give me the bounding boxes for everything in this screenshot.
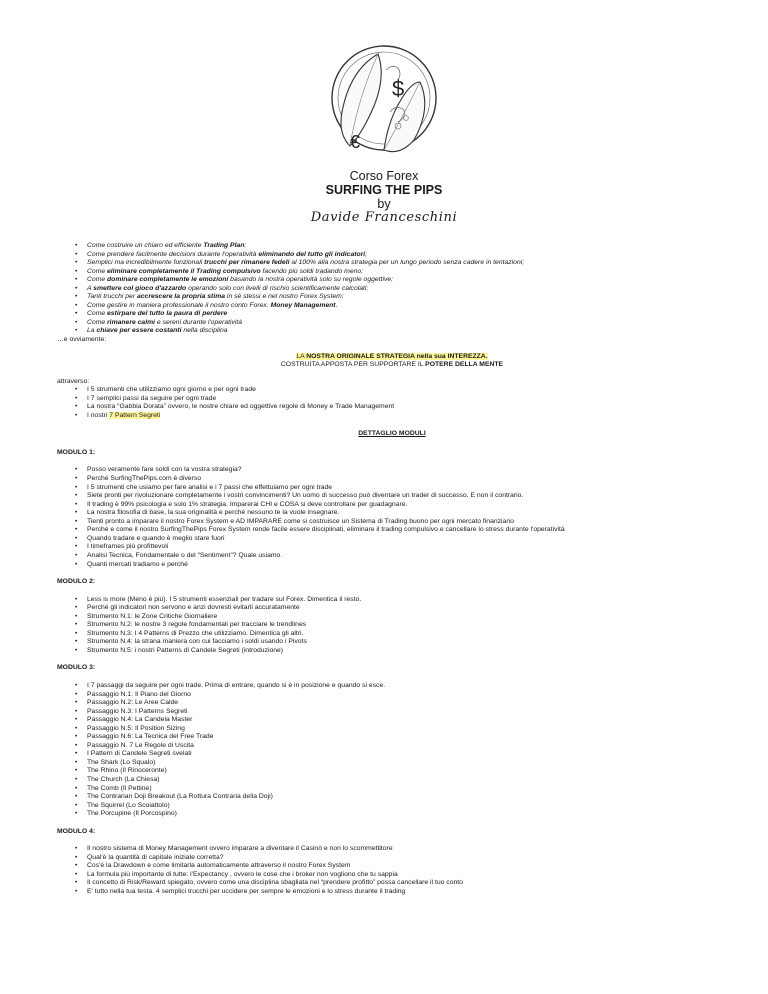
list-item: • Il concetto di Risk/Reward spiegato, ovvero come una disciplina sbagliata nel “prendere profitto” possa cancellare il tuo conto [72,879,712,888]
list-item: • Qual'è la quantità di capitale iniziale corretta? [72,854,712,863]
module-title: MODULO 4: [57,827,96,835]
list-item: • Perché SurfingThePips.com è diverso [72,475,712,484]
list-item: • Come gestire in maniera professionale il nostro conto Forex. Money Management. [72,302,712,311]
module-title: MODULO 1: [57,448,96,456]
list-item: • The Church (La Chiesa) [72,776,712,785]
list-item: • La chiave per essere costanti nella disciplina [72,327,712,336]
logo-graphic [328,42,440,164]
list-item: • Perché e come il nostro SurfingThePips Forex System rende facile essere disciplinati, eliminare il trading compulsivo e cancellare lo stress durante l'operatività [72,526,712,535]
list-item: • Less is more (Meno è più). I 5 strumenti essenziali per tradare sul Forex. Dimentica il resto. [72,596,712,605]
module-3-list [72,682,712,819]
list-item: • The Comb (Il Pettine) [72,785,712,794]
module-title: MODULO 2: [57,578,96,586]
title-line-1: Corso Forex [349,169,419,183]
list-item: • I Pattern di Candele Segreti svelati [72,750,712,759]
list-item: • Quanti mercati tradiamo e perché [72,561,712,570]
surfing-the-pips-logo [328,42,440,164]
list-item: • I 5 strumenti che utilizziamo ogni giorno e per ogni trade [72,386,712,395]
list-item: • I 5 strumenti che usiamo per fare analisi e i 7 passi che effettuiamo per ogni trade [72,484,712,493]
list-item: • Come eliminare completamente il Trading compulsivo facendo più soldi tradando meno; [72,268,712,277]
title-line-3: by [377,197,391,211]
detail-heading: DETTAGLIO MODULI [358,430,426,438]
list-item: • Strumento N.3: I 4 Patterns di Prezzo che utilizziamo. Dimentica gli altri. [72,630,712,639]
module-2-list [72,596,712,656]
list-item: • The Rhino (Il Rinoceronte) [72,767,712,776]
document-body [57,242,712,897]
list-item: • Come costruire un chiaro ed efficiente Trading Plan; [72,242,712,251]
list-item: • Il trading è 99% psicologia e solo 1% strategia. Imparerai CHI e COSA si deve controllare per guadagnare. [72,501,712,510]
list-item: • Passaggio N.6: La Tecnica del Free Trade [72,733,712,742]
list-item: • Cos'è la Drawdown e come limitarla automaticamente attraverso il nostro Forex System [72,862,712,871]
strategy-subheading: COSTRUITA APPOSTA PER SUPPORTARE IL POTERE DELLA MENTE [280,361,504,369]
list-item: • Strumento N.1: le Zone Critiche Giornaliere [72,613,712,622]
list-item: • La nostra filosofia di base, la sua originalità e perché nessuno te la vuole insegnare. [72,509,712,518]
euro-symbol: € [350,132,361,152]
list-item: • A smettere col gioco d'azzardo operando solo con livelli di rischio scientificamente calcolati; [72,285,712,294]
list-item: • Perché gli indicatori non servono e anzi dovresti evitarli accuratamente [72,604,712,613]
list-item: • I nostri 7 Pattern Segreti [72,412,712,421]
list-item: • Come estirpare del tutto la paura di perdere [72,310,712,319]
intro-tail: …e ovviamente: [57,336,107,344]
list-item: • La formula più importante di tutte: l'Expectancy , ovvero le cose che i broker non vogliono che tu sappia [72,871,712,880]
list-item: • Strumento N.5: i nostri Patterns di Candele Segreti (introduzione) [72,647,712,656]
list-item: • La nostra “Gabbia Dorata” ovvero, le nostre chiare ed oggettive regole di Money e Trade Management [72,403,712,412]
strategy-heading: LA NOSTRA ORIGINALE STRATEGIA nella sua INTEREZZA. [296,352,488,360]
intro-list [72,242,712,336]
module-title: MODULO 3: [57,664,96,672]
dollar-symbol: $ [392,76,405,101]
list-item: • Passaggio N.4: La Candela Master [72,716,712,725]
list-item: • Posso veramente fare soldi con la vostra strategia? [72,466,712,475]
list-item: • Il nostro sistema di Money Management ovvero imparare a diventare il Casinò e non lo scommettitore [72,845,712,854]
list-item: • I 7 passaggi da seguire per ogni trade. Prima di entrare, quando si è in posizione e quando si esce. [72,682,712,691]
list-item: • Come dominare completamente le emozioni basando la nostra operatività solo su regole oggettive; [72,276,712,285]
list-item: • Tienti pronto a imparare il nostro Forex System e AD IMPARARE come si costruisce un Sistema di Trading buono per ogni mercato finanziario [72,518,712,527]
list-item: • The Shark (Lo Squalo) [72,759,712,768]
list-item: • Strumento N.4: la strana maniera con cui facciamo i soldi usando i Pivots [72,638,712,647]
module-4-list [72,845,712,896]
strategy-list [72,386,712,420]
list-item: • Siete pronti per rivoluzionare completamente i vostri convincimenti? Un uomo di successo può diventare un trader di successo. E non il contrario. [72,492,712,501]
list-item: • Tanti trucchi per accrescere la propria stima in sè stessi e nel nostro Forex System; [72,293,712,302]
strategy-through: attraverso: [57,377,90,385]
list-item: • Come rimanere calmi e sereni durante l'operatività [72,319,712,328]
author-signature: Davide Franceschini [310,210,458,225]
list-item: • Semplici ma incredibilmente funzionali trucchi per rimanere fedeli al 100% alla nostra strategia per un lungo periodo senza cadere in tentazioni; [72,259,712,268]
title-line-2: SURFING THE PIPS [325,183,443,197]
list-item: • E' tutto nella tua testa. 4 semplici trucchi per uccidere per sempre le emozioni e lo stress durante il trading [72,888,712,897]
module-1-list [72,466,712,569]
list-item: • The Squirrel (Lo Scoiattolo) [72,802,712,811]
list-item: • Passaggio N. 7 Le Regole di Uscita [72,742,712,751]
list-item: • Strumento N.2: le nostre 3 regole fondamentali per tracciare le trendlines [72,621,712,630]
list-item: • Come prendere facilmente decisioni durante l'operatività eliminando del tutto gli indicatori; [72,251,712,260]
list-item: • Passaggio N.5: Il Position Sizing [72,725,712,734]
list-item: • Passaggio N.1: Il Piano del Giorno [72,691,712,700]
list-item: • Passaggio N.3: I Patterns Segreti [72,708,712,717]
list-item: • The Contrarian Doji Breakout (La Rottura Contraria della Doji) [72,793,712,802]
list-item: • Quando tradare e quando è meglio stare fuori [72,535,712,544]
list-item: • Passaggio N.2: Le Aree Calde [72,699,712,708]
list-item: • I 7 semplici passi da seguire per ogni trade [72,395,712,404]
list-item: • Analisi Tecnica, Fondamentale o del “Sentiment”? Quale usiamo. [72,552,712,561]
list-item: • The Porcupine (Il Porcospino) [72,810,712,819]
list-item: • I timeframes più profittevoli [72,543,712,552]
